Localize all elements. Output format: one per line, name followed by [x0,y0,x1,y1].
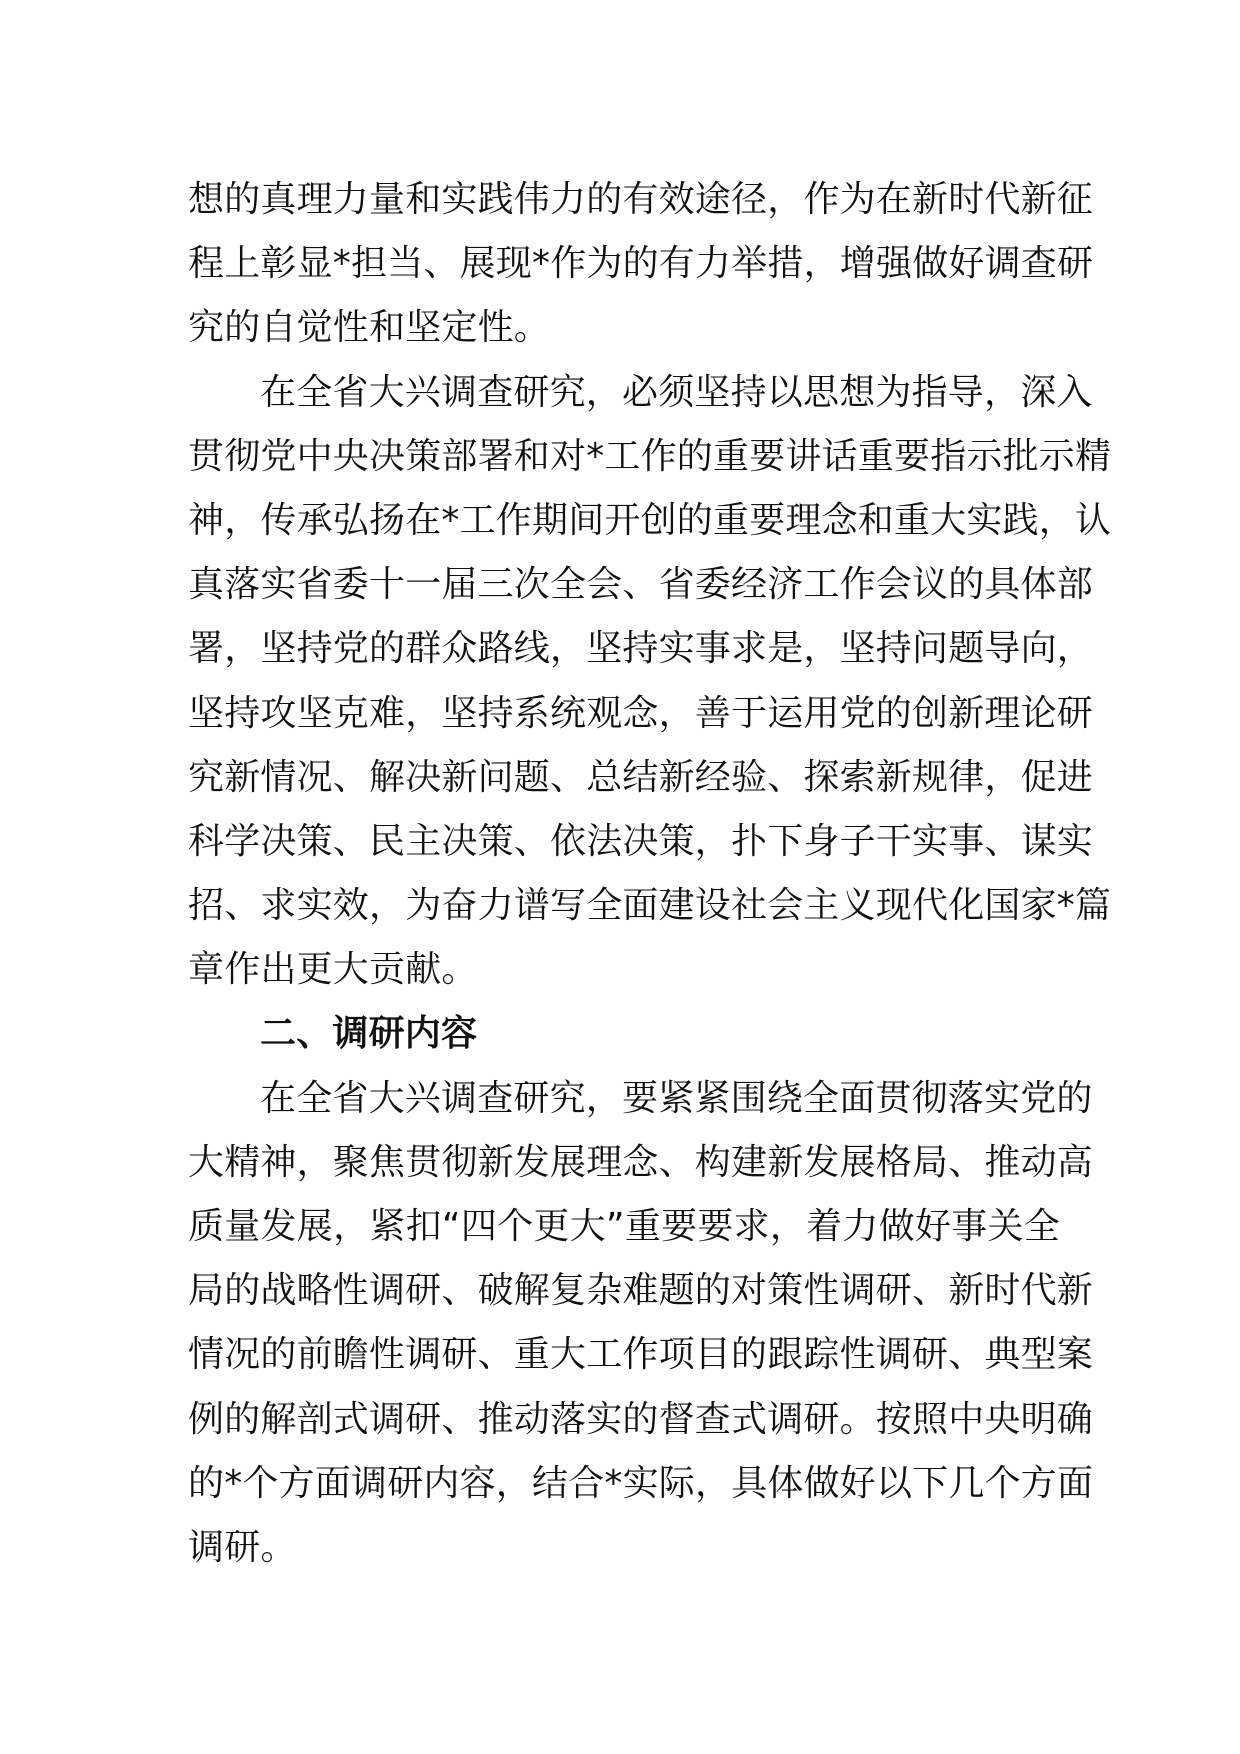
text-line: 章作出更大贡献。 [188,949,478,991]
text-line: 科学决策、民主决策、依法决策，扑下身子干实事、谋实 [188,820,1094,862]
text-line: 调研。 [188,1526,297,1568]
text-line: 贯彻党中央决策部署和对*工作的重要讲话重要指示批示精 [188,435,1112,477]
paragraph-first-line: 在全省大兴调查研究，要紧紧围绕全面贯彻落实党的 [260,1077,1093,1119]
text-line: 真落实省委十一届三次全会、省委经济工作会议的具体部 [188,564,1094,606]
section-heading: 二、调研内容 [260,1013,478,1055]
text-line: 的*个方面调研内容，结合*实际，具体做好以下几个方面 [188,1462,1094,1504]
text-line: 例的解剖式调研、推动落实的督查式调研。按照中央明确 [188,1398,1094,1440]
text-line: 想的真理力量和实践伟力的有效途径，作为在新时代新征 [188,179,1094,220]
text-line: 署，坚持党的群众路线，坚持实事求是，坚持问题导向， [188,628,1094,670]
text-line: 情况的前瞻性调研、重大工作项目的跟踪性调研、典型案 [188,1334,1094,1376]
text-line: 质量发展，紧扣“四个更大”重要要求，着力做好事关全 [188,1206,1060,1247]
text-line: 程上彰显*担当、展现*作为的有力举措，增强做好调查研 [188,243,1094,285]
text-line: 究新情况、解决新问题、总结新经验、探索新规律，促进 [188,756,1094,798]
text-line: 局的战略性调研、破解复杂难题的对策性调研、新时代新 [188,1270,1094,1312]
text-line: 大精神，聚焦贯彻新发展理念、构建新发展格局、推动高 [188,1141,1094,1183]
text-line: 坚持攻坚克难，坚持系统观念，善于运用党的创新理论研 [188,692,1094,734]
text-line: 招、求实效，为奋力谱写全面建设社会主义现代化国家*篇 [188,885,1112,927]
text-line: 究的自觉性和坚定性。 [188,307,551,349]
document-page [188,168,1112,1580]
text-line: 神，传承弘扬在*工作期间开创的重要理念和重大实践，认 [188,499,1112,541]
paragraph-first-line: 在全省大兴调查研究，必须坚持以思想为指导，深入 [260,371,1093,413]
